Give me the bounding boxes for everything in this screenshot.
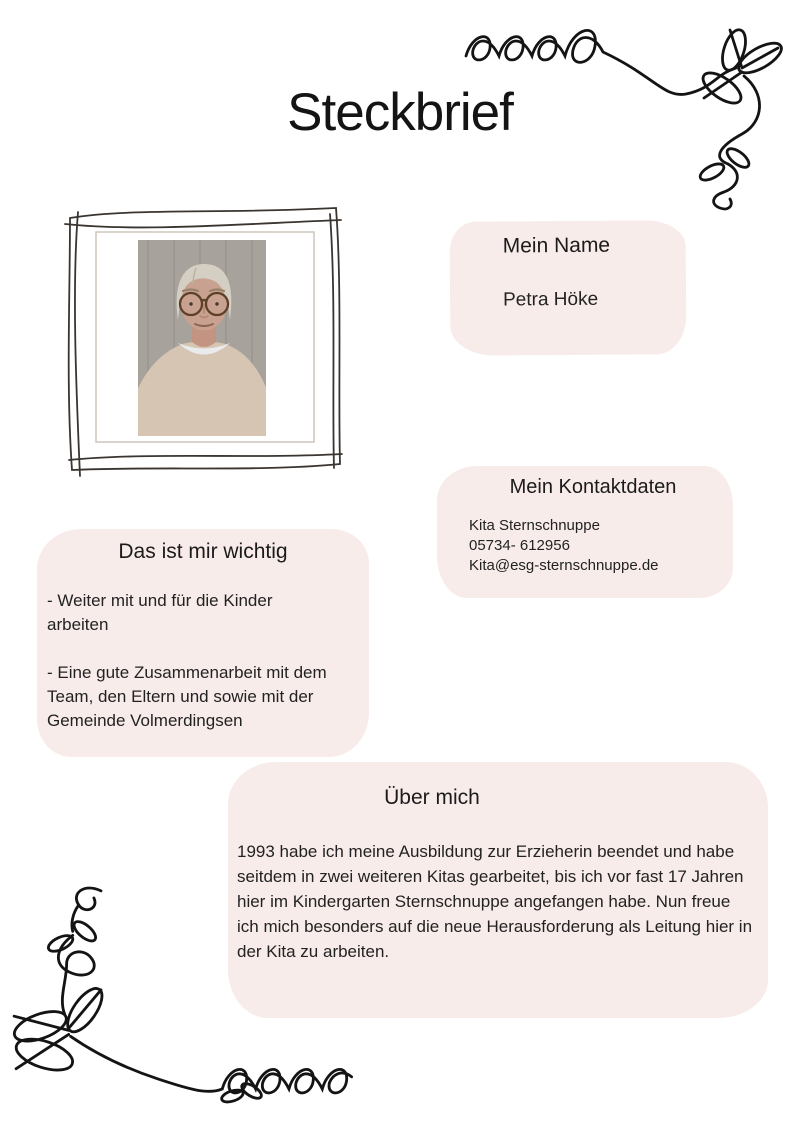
contact-card-heading: Mein Kontaktdaten xyxy=(509,476,677,498)
contact-lines xyxy=(437,499,733,576)
name-card-heading: Mein Name xyxy=(502,233,611,258)
person-name: Petra Höke xyxy=(503,288,599,311)
contact-email: Kita@esg-sternschnuppe.de xyxy=(469,557,659,574)
important-card-heading: Das ist mir wichtig xyxy=(118,540,288,563)
flourish-bottom-left-icon xyxy=(6,880,390,1116)
important-card xyxy=(37,529,369,757)
photo-frame xyxy=(60,196,350,478)
contact-organization: Kita Sternschnuppe xyxy=(469,517,600,534)
page-title: Steckbrief xyxy=(287,83,513,142)
about-card-heading: Über mich xyxy=(384,786,480,809)
profile-photo xyxy=(132,240,272,436)
important-items xyxy=(37,564,369,733)
flourish-top-right-icon xyxy=(452,6,796,214)
name-card xyxy=(450,220,687,356)
contact-card xyxy=(437,466,733,598)
about-text: 1993 habe ich meine Ausbildung zur Erzieherin beendet und habe seitdem in zwei weiteren Kitas gearbeitet, bis ich vor fast 17 Jahren hier im Kindergarten Sternschnuppe angefangen habe. Nun freue ich mich besonders auf die neue Herausforderung als Leitung hier in der Kita zu arbeiten. xyxy=(237,842,753,961)
contact-phone: 05734- 612956 xyxy=(469,537,570,554)
important-item: - Weiter mit und für die Kinder arbeiten xyxy=(47,591,273,634)
important-item: - Eine gute Zusammenarbeit mit dem Team, den Eltern und sowie mit der Gemeinde Volmerdingsen xyxy=(47,663,327,730)
